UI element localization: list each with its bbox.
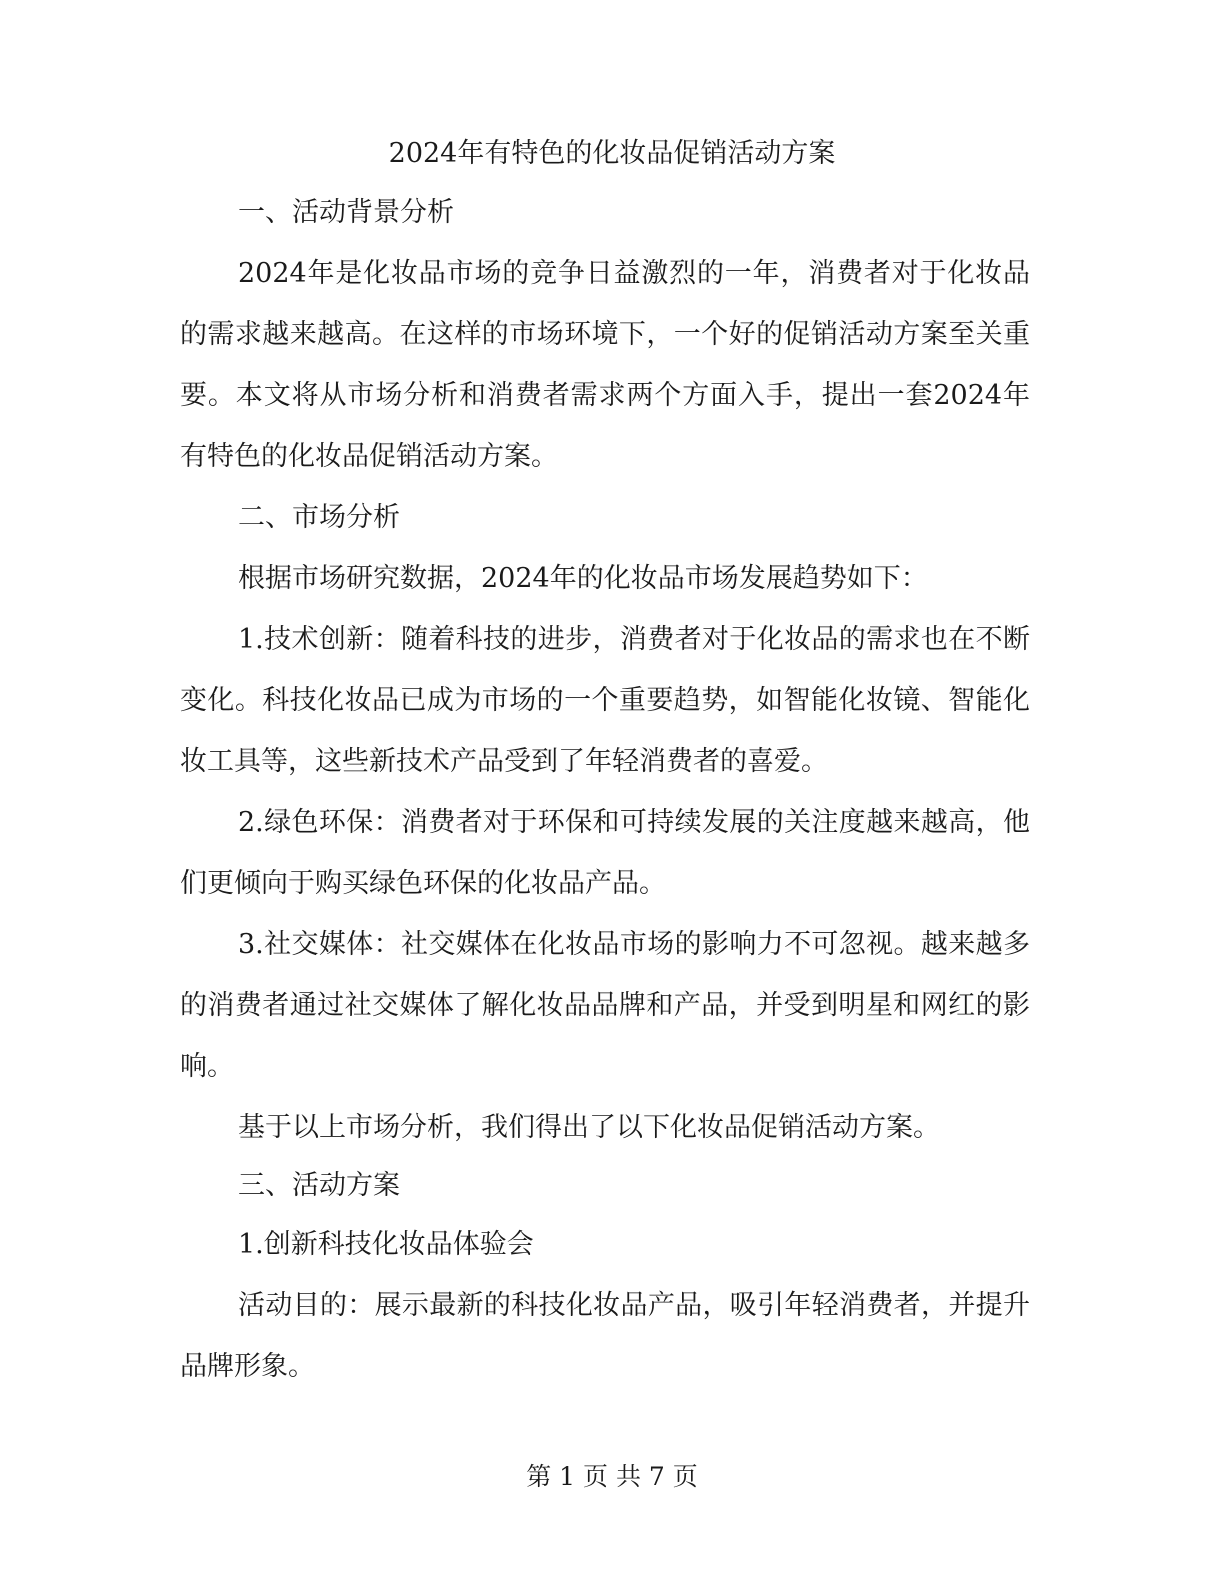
section-heading-background: 一、活动背景分析 [238,197,454,228]
paragraph-conclusion: 基于以上市场分析，我们得出了以下化妆品促销活动方案。 [238,1112,940,1143]
section-heading-market: 二、市场分析 [238,502,400,533]
paragraph-background: 2024年是化妆品市场的竞争日益激烈的一年，消费者对于化妆品的需求越来越高。在这样的市场环境下，一个好的促销活动方案至关重要。本文将从市场分析和消费者需求两个方面入手，提出一套2024年有特色的化妆品促销活动方案。 [180,258,1030,472]
plan-item-experience: 1.创新科技化妆品体验会 [238,1229,534,1260]
section-heading-plan: 三、活动方案 [238,1170,400,1201]
document-title: 2024年有特色的化妆品促销活动方案 [388,138,836,169]
paragraph-market-intro: 根据市场研究数据，2024年的化妆品市场发展趋势如下： [238,563,928,594]
list-item-social-media: 3.社交媒体：社交媒体在化妆品市场的影响力不可忽视。越来越多的消费者通过社交媒体了解化妆品品牌和产品，并受到明星和网红的影响。 [180,929,1030,1082]
list-item-green: 2.绿色环保：消费者对于环保和可持续发展的关注度越来越高，他们更倾向于购买绿色环保的化妆品产品。 [180,807,1030,899]
list-item-tech-innovation: 1.技术创新：随着科技的进步，消费者对于化妆品的需求也在不断变化。科技化妆品已成为市场的一个重要趋势，如智能化妆镜、智能化妆工具等，这些新技术产品受到了年轻消费者的喜爱。 [180,624,1030,777]
page-number-footer: 第 1 页 共 7 页 [526,1462,698,1491]
paragraph-purpose: 活动目的：展示最新的科技化妆品产品，吸引年轻消费者，并提升品牌形象。 [180,1290,1030,1382]
